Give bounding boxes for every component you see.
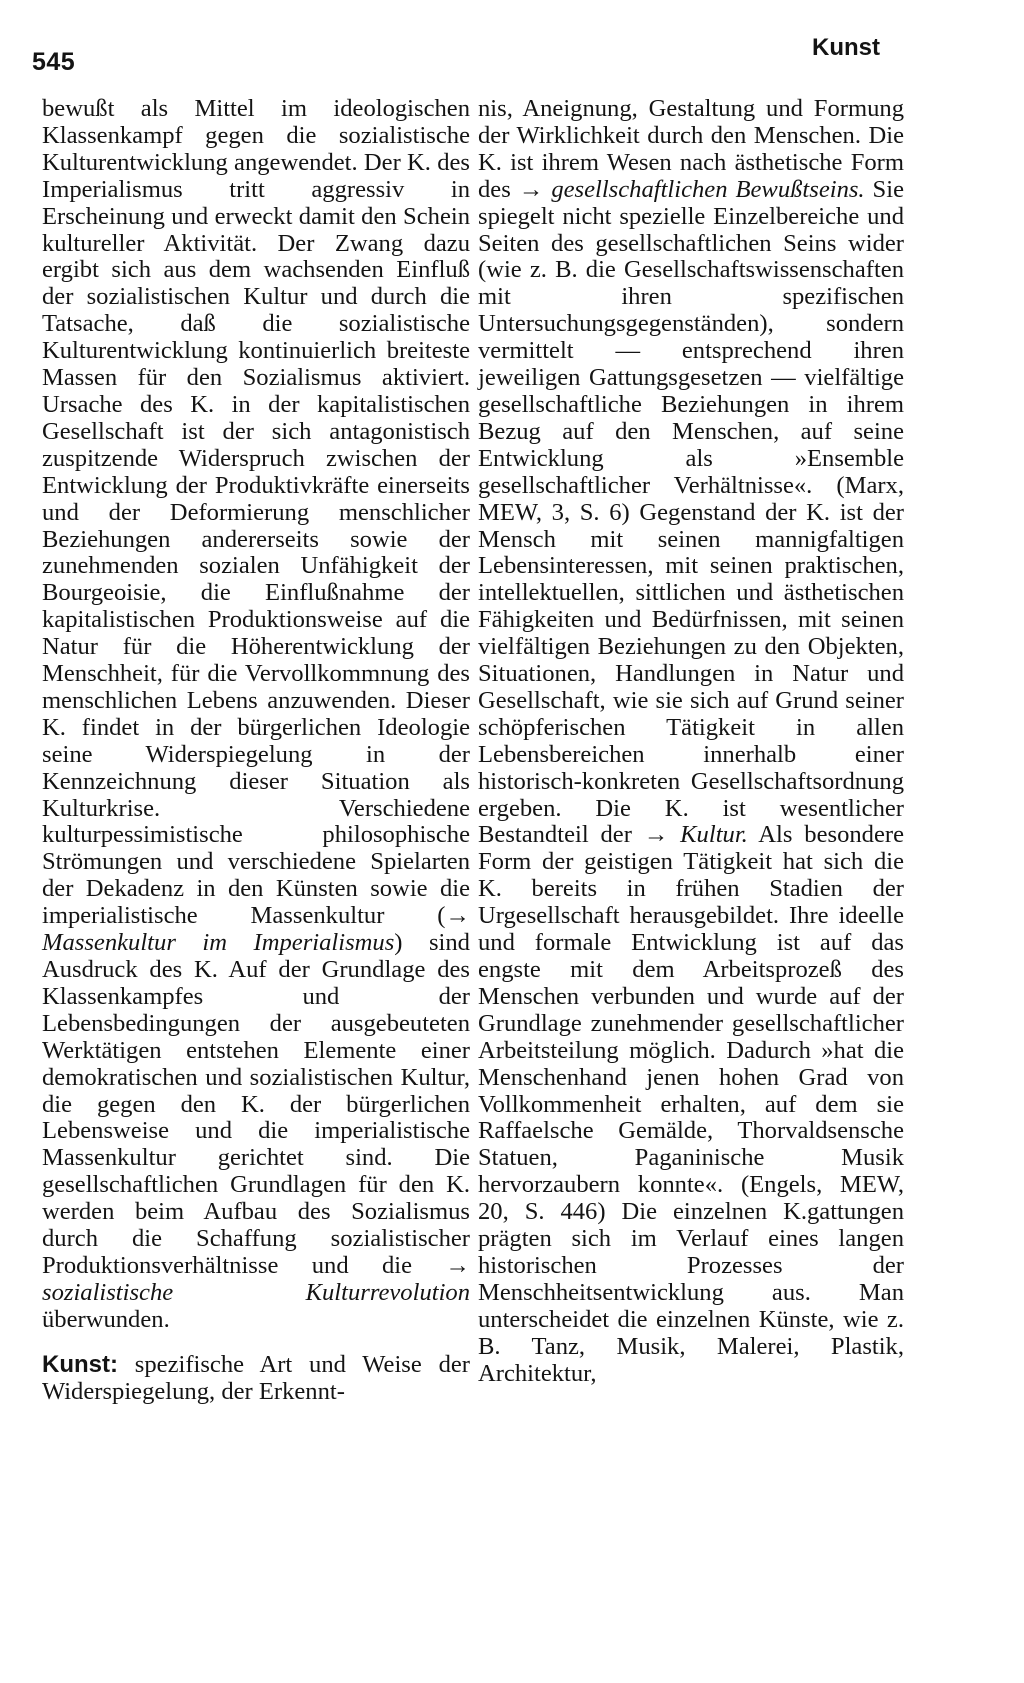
cross-reference: sozialistische Kulturrevolution <box>42 1278 470 1306</box>
cross-reference-arrow-icon: → <box>445 902 470 930</box>
cross-reference-arrow-icon: → <box>518 175 552 203</box>
text-run: ) sind Ausdruck des K. Auf der Grundlage des Klassenkampfes und der Lebensbedingungen der ausgebeuteten Werktätigen entstehen Elemente einer demokratischen und sozialistischen Kultur, die gegen den K. der bürgerlichen Lebensweise und die imperialistische Massenkultur gerichtet sind. Die gesellschaftlichen Grundlagen für den K. werden beim Aufbau des Sozialismus durch die Schaffung sozialistischer Produktionsverhältnisse und die <box>42 929 470 1279</box>
running-head: Kunst <box>812 34 880 61</box>
text-run: spezifische Art und Weise der Widerspiegelung, der Erkennt- <box>42 1350 470 1405</box>
cross-reference: Massenkultur im Imperialismus <box>42 929 395 957</box>
entry-kunst <box>42 1352 470 1406</box>
paragraph-kunst-continued <box>478 96 904 1388</box>
cross-reference-arrow-icon: → <box>643 821 681 849</box>
right-column <box>478 96 904 1388</box>
text-run: nis, Aneignung, Gestaltung und Formung der Wirklichkeit durch den Menschen. Die K. ist ihrem Wesen nach ästhetische Form des <box>478 95 904 203</box>
cross-reference: gesellschaftlichen Bewußtseins. <box>551 175 865 203</box>
text-run: überwunden. <box>42 1305 170 1333</box>
cross-reference-arrow-icon: → <box>445 1251 470 1279</box>
text-run: Sie spiegelt nicht spezielle Einzelbereiche und Seiten des gesellschaftlichen Seins wider (wie z. B. die Gesellschaftswissenschaften mit ihren spezifischen Untersuchungsgegenständen), sondern vermittelt — entsprechend ihren jeweiligen Gattungsgesetzen — vielfältige gesellschaftliche Beziehungen in ihrem Bezug auf den Menschen, auf seine Entwicklung als »Ensemble gesellschaftlicher Verhältnisse«. (Marx, MEW, 3, S. 6) Gegenstand der K. ist der Mensch mit seinen mannigfaltigen Lebensinteressen, mit seinen praktischen, intellektuellen, sittlichen und ästhetischen Fähigkeiten und Bedürfnissen, mit seinen vielfältigen Beziehungen zu den Objekten, Situationen, Handlungen in Natur und Gesellschaft, wie sie sich auf Grund seiner schöpferischen Tätigkeit in allen Lebensbereichen innerhalb einer historisch-konkreten Gesellschaftsordnung ergeben. Die K. ist wesentlicher Bestandteil der <box>478 175 904 849</box>
text-run: bewußt als Mittel im ideologischen Klassenkampf gegen die sozialistische Kulturentwicklung angewendet. Der K. des Imperialismus tritt aggressiv in Erscheinung und erweckt damit den Schein kultureller Aktivität. Der Zwang dazu ergibt sich aus dem wachsenden Einfluß der sozialistischen Kultur und durch die Tatsache, daß die sozialistische Kulturentwicklung kontinuierlich breiteste Massen für den Sozialismus aktiviert. Ursache des K. in der kapitalistischen Gesellschaft ist der sich antagonistisch zuspitzende Widerspruch zwischen der Entwicklung der Produktivkräfte einerseits und der Deformierung menschlicher Beziehungen andererseits sowie der zunehmenden sozialen Unfähigkeit der Bourgeoisie, die Einflußnahme der kapitalistischen Produktionsweise auf die Natur für die Höherentwicklung der Menschheit, für die Vervollkommnung des menschlichen Lebens anzuwenden. Dieser K. findet in der bürgerlichen Ideologie seine Widerspiegelung in der Kennzeichnung dieser Situation als Kulturkrise. Verschiedene kulturpessimistische philosophische Strömungen und verschiedene Spielarten der Dekadenz in den Künsten sowie die imperialistische Massenkultur ( <box>42 95 470 930</box>
entry-headword: Kunst: <box>42 1350 118 1378</box>
left-column <box>42 96 470 1406</box>
text-run: Als besondere Form der geistigen Tätigkeit hat sich die K. bereits in frühen Stadien der Urgesellschaft herausgebildet. Ihre ideelle und formale Entwicklung ist auf das engste mit dem Arbeitsprozeß des Menschen verbunden und wurde auf der Grundlage zunehmender gesellschaftlicher Arbeitsteilung möglich. Dadurch »hat die Menschenhand jenen hohen Grad von Vollkommenheit erhalten, auf dem sie Raffaelsche Gemälde, Thorvaldsensche Statuen, Paganinische Musik hervorzaubern konnte«. (Engels, MEW, 20, S. 446) Die einzelnen K.gattungen prägten sich im Verlauf eines langen historischen Prozesses der Menschheitsentwicklung aus. Man unterscheidet die einzelnen Künste, wie z. B. Tanz, Musik, Malerei, Plastik, Architektur, <box>478 821 904 1387</box>
cross-reference: Kultur. <box>680 821 748 849</box>
page-number: 545 <box>32 48 76 76</box>
paragraph-kitsch-continued <box>42 96 470 1334</box>
